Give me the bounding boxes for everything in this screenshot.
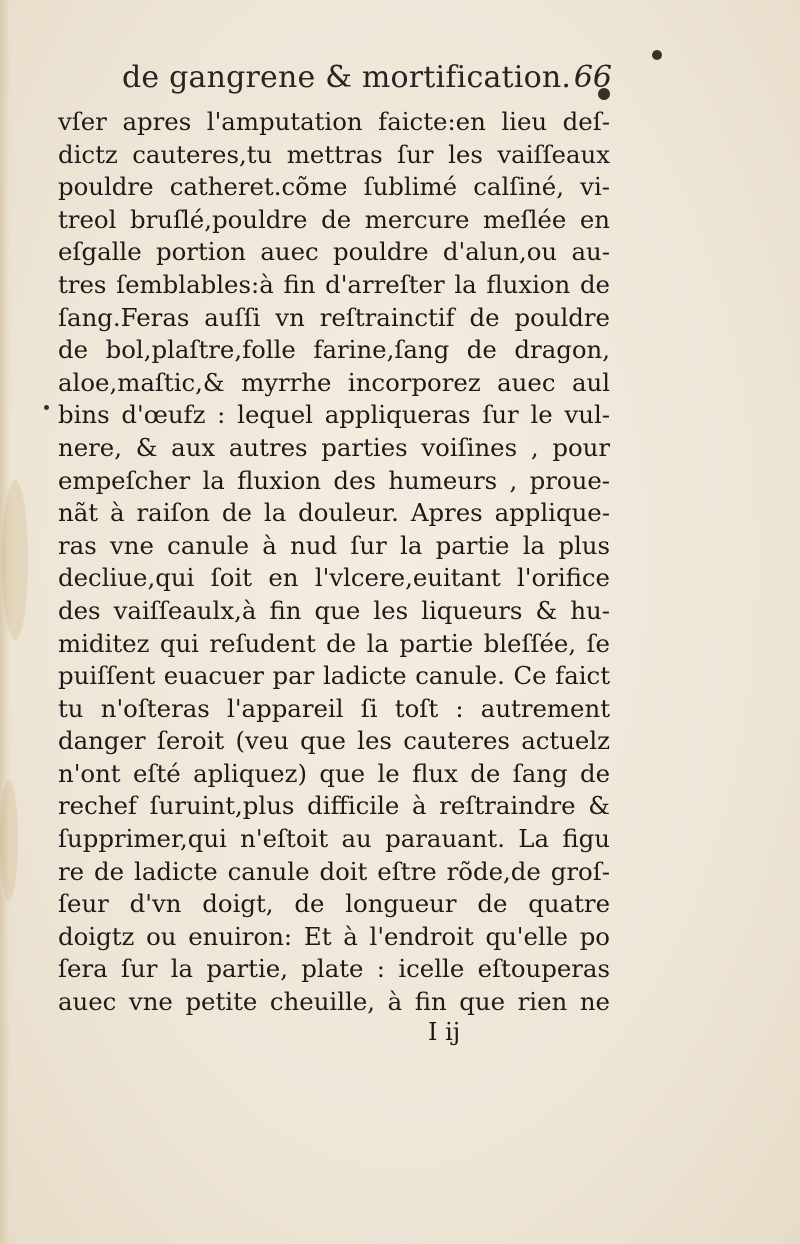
text-line: aloe,maſtic,& myrrhe incorporez auec aul	[58, 367, 610, 397]
body-text	[58, 106, 610, 1019]
text-line: ſupprimer,qui n'eſtoit au parauant. La figu	[58, 824, 610, 854]
text-line: de bol,plaſtre,folle farine,ſang de dragon,	[58, 335, 610, 365]
text-line: ras vne canule à nud ſur la partie la plus	[58, 530, 610, 560]
text-line: ſang.Feras auſſi vn reſtrainctif de pouldre	[58, 302, 610, 332]
text-line: rechef ſuruint,plus difficile à reſtraindre &	[58, 791, 610, 821]
text-line: re de ladicte canule doit eſtre rõde,de groſ-	[58, 856, 610, 886]
text-line: tres ſemblables:à fin d'arreſter la fluxion de	[58, 269, 610, 299]
text-line: puiſſent euacuer par ladicte canule. Ce faict	[58, 661, 610, 691]
text-line: bins d'œufz : lequel appliqueras ſur le vul-	[58, 400, 610, 430]
foxing-stain	[2, 480, 28, 640]
ink-spot	[652, 50, 662, 60]
text-line: treol bruſlé,pouldre de mercure meſlée en	[58, 204, 610, 234]
foxing-stain	[0, 780, 18, 900]
text-line: ſeur d'vn doigt, de longueur de quatre	[58, 889, 610, 919]
text-line: nãt à raiſon de la douleur. Apres applique-	[58, 498, 610, 528]
text-line: nere, & aux autres parties voiſines , pour	[58, 432, 610, 462]
page-header	[122, 52, 612, 100]
signature-mark: I ij	[428, 1018, 461, 1046]
folio-number: 66	[573, 60, 612, 95]
text-line: danger ſeroit (veu que les cauteres actuelz	[58, 726, 610, 756]
text-line: tu n'oſteras l'appareil ſi toſt : autrement	[58, 693, 610, 723]
text-line: decliue,qui ſoit en l'vlcere,euitant l'orifice	[58, 563, 610, 593]
running-head: de gangrene & mortification.	[122, 60, 572, 95]
ink-spot	[44, 405, 49, 410]
text-line: miditez qui reſudent de la partie bleſſée, ſe	[58, 628, 610, 658]
text-line: des vaiſſeaulx,à fin que les liqueurs & hu-	[58, 595, 610, 625]
text-line: doigtz ou enuiron: Et à l'endroit qu'elle po	[58, 921, 610, 951]
text-line: eſgalle portion auec pouldre d'alun,ou au-	[58, 237, 610, 267]
text-line: auec vne petite cheuille, à fin que rien ne	[58, 987, 610, 1017]
text-line: ſera ſur la partie, plate : icelle eſtouperas	[58, 954, 610, 984]
text-line: vſer apres l'amputation faicte:en lieu deſ-	[58, 107, 610, 136]
text-line: n'ont eſté apliquez) que le flux de ſang de	[58, 758, 610, 788]
text-line: empeſcher la fluxion des humeurs , proue-	[58, 465, 610, 495]
text-line: pouldre catheret.cõme ſublimé calſiné, vi-	[58, 172, 610, 202]
text-line: dictz cauteres,tu mettras ſur les vaiſſeaux	[58, 139, 610, 169]
